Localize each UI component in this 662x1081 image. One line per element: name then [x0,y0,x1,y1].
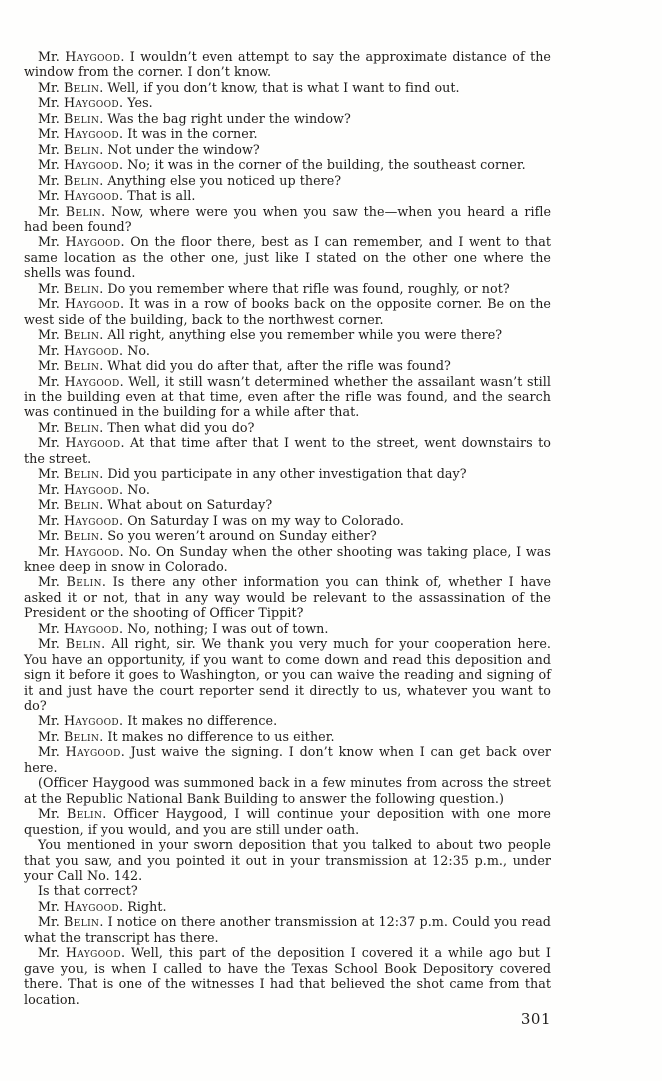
speaker-honorific: Mr. [38,512,64,528]
speaker-honorific: Mr. [38,806,67,822]
speaker-honorific: Mr. [38,234,66,250]
speaker-name: Belin [63,110,100,126]
deposition-transcript [24,49,551,1007]
speaker-honorific: Mr. [38,49,66,64]
speaker-name: Haygood [63,342,120,358]
speaker-honorific: Mr. [38,79,64,95]
speaker-name: Haygood [63,126,120,142]
transcript-paragraph: Mr. Haygood. I wouldn’t even attempt to say the approximate distance of the window from the corner. I don’t know. [24,49,551,80]
speaker-honorific: Mr. [38,466,64,482]
transcript-paragraph: Mr. Haygood. It was in a row of books back on the opposite corner. Be on the west side of the building, back to the northwest corner. [24,296,551,327]
transcript-paragraph: Mr. Haygood. No; it was in the corner of the building, the southeast corner. [38,157,526,173]
speaker-name: Haygood [63,95,120,111]
speaker-honorific: Mr. [38,636,66,652]
speaker-name: Belin [65,203,102,219]
speaker-name: Belin [65,636,102,652]
speaker-name: Haygood [64,296,120,312]
speaker-honorific: Mr. [38,481,64,497]
speaker-honorific: Mr. [38,327,64,343]
transcript-paragraph: Mr. Belin. Do you remember where that rifle was found, roughly, or not? [38,280,510,296]
speaker-name: Haygood [63,157,120,173]
transcript-paragraph: Mr. Haygood. On the floor there, best as I can remember, and I went to that same location as the other one, just like I stated on the other one where the shells was found. [24,234,551,281]
speaker-honorific: Mr. [38,713,64,729]
page-number: 301 [520,1010,551,1028]
speaker-name: Belin [63,79,100,95]
transcript-paragraph: Mr. Haygood. No. On Sunday when the other shooting was taking place, I was knee deep in snow in Colorado. [24,543,551,574]
speaker-honorific: Mr. [38,898,64,914]
speaker-honorific: Mr. [38,497,64,513]
transcript-paragraph: Mr. Belin. All right, anything else you remember while you were there? [38,327,503,343]
transcript-paragraph: You mentioned in your sworn deposition that you talked to about two people that you saw, and you pointed it out in your transmission at 12:35 p.m., under your Call No. 142. [24,837,551,884]
speaker-name: Haygood [64,373,120,389]
transcript-paragraph: Mr. Haygood. Well, this part of the deposition I covered it a while ago but I gave you, is when I called to have the Texas School Book Depository covered there. That is one of the witnesses I had that believed the shot came from that location. [24,945,551,1007]
speaker-name: Belin [63,466,100,482]
speaker-honorific: Mr. [38,141,64,157]
transcript-paragraph: Mr. Belin. Now, where were you when you saw the—when you heard a rifle had been found? [24,203,551,234]
transcript-paragraph: Mr. Belin. Officer Haygood, I will continue your deposition with one more question, if you would, and you are still under oath. [24,806,551,837]
speaker-name: Belin [63,358,100,374]
transcript-paragraph: Mr. Belin. Anything else you noticed up there? [38,172,342,188]
transcript-paragraph: Mr. Belin. I notice on there another transmission at 12:37 p.m. Could you read what the transcript has there. [24,914,551,945]
speaker-name: Haygood [63,620,120,636]
transcript-paragraph: Mr. Belin. It makes no difference to us either. [38,728,335,744]
speaker-name: Belin [63,528,100,544]
speaker-name: Belin [63,419,100,435]
transcript-paragraph: Mr. Belin. Is there any other information you can think of, whether I have asked it or not, that in any way would be relevant to the assassination of the President or the shooting of Officer Tippit? [24,574,551,621]
transcript-paragraph: Mr. Haygood. On Saturday I was on my way to Colorado. [38,512,405,528]
transcript-paragraph: Mr. Belin. Well, if you don’t know, that is what I want to find out. [38,79,460,95]
speaker-honorific: Mr. [38,296,65,312]
speaker-name: Haygood [63,898,120,914]
speaker-honorific: Mr. [38,728,64,744]
speaker-honorific: Mr. [38,280,64,296]
speaker-honorific: Mr. [38,203,66,219]
transcript-paragraph: Mr. Belin. What did you do after that, after the rifle was found? [38,358,451,374]
speaker-name: Haygood [65,49,121,64]
speaker-honorific: Mr. [38,157,64,173]
speaker-honorific: Mr. [38,528,64,544]
speaker-honorific: Mr. [38,373,65,389]
transcript-paragraph: Mr. Belin. So you weren’t around on Sunday either? [38,528,377,544]
transcript-paragraph: Mr. Haygood. Right. [38,898,167,914]
transcript-paragraph: Mr. Haygood. Just waive the signing. I don’t know when I can get back over here. [24,744,551,775]
speaker-name: Haygood [63,713,120,729]
transcript-paragraph: Mr. Belin. Then what did you do? [38,419,255,435]
speaker-name: Belin [64,914,100,930]
transcript-paragraph: Mr. Belin. Was the bag right under the window? [38,110,351,126]
transcript-paragraph: Mr. Haygood. No, nothing; I was out of town. [38,620,329,636]
transcript-paragraph: Mr. Belin. All right, sir. We thank you very much for your cooperation here. You have an opportunity, if you want to come down and read this deposition and sign it before it goes to Washington, or you can waive the reading and signing of it and just have the court reporter send it directly to us, whatever you want to do? [24,636,551,714]
speaker-name: Haygood [63,481,120,497]
speaker-honorific: Mr. [38,188,64,204]
speaker-name: Belin [66,574,102,590]
speaker-name: Haygood [63,512,120,528]
speaker-name: Belin [63,728,100,744]
transcript-paragraph: Is that correct? [38,883,138,899]
transcript-paragraph: Mr. Belin. What about on Saturday? [38,497,273,513]
speaker-honorific: Mr. [38,342,64,358]
speaker-name: Belin [63,141,100,157]
speaker-honorific: Mr. [38,126,64,142]
transcript-paragraph: Mr. Belin. Did you participate in any other investigation that day? [38,466,467,482]
speaker-name: Haygood [63,188,120,204]
speaker-name: Haygood [65,744,121,760]
transcript-paragraph: Mr. Haygood. No. [38,342,150,358]
transcript-paragraph: Mr. Haygood. It was in the corner. [38,126,258,142]
speaker-honorific: Mr. [38,945,66,961]
speaker-honorific: Mr. [38,574,67,590]
speaker-honorific: Mr. [38,914,65,930]
speaker-honorific: Mr. [38,95,64,111]
transcript-paragraph: Mr. Belin. Not under the window? [38,141,260,157]
speaker-honorific: Mr. [38,110,64,126]
transcript-paragraph: Mr. Haygood. Yes. [38,95,153,111]
transcript-paragraph: Mr. Haygood. No. [38,481,150,497]
speaker-honorific: Mr. [38,744,66,760]
speaker-name: Belin [66,806,103,822]
speaker-name: Haygood [65,435,121,451]
speaker-name: Belin [63,280,100,296]
speaker-honorific: Mr. [38,543,65,559]
transcript-paragraph: Mr. Haygood. Well, it still wasn’t determined whether the assailant wasn’t still in the building even at that time, even after the rifle was found, and the search was continued in the building for a while after that. [24,373,551,420]
speaker-honorific: Mr. [38,358,64,374]
speaker-honorific: Mr. [38,435,66,451]
speaker-name: Belin [63,497,100,513]
speaker-honorific: Mr. [38,620,64,636]
transcript-paragraph: (Officer Haygood was summoned back in a few minutes from across the street at the Republic National Bank Building to answer the following question.) [24,775,551,806]
speaker-name: Belin [63,327,100,343]
transcript-paragraph: Mr. Haygood. That is all. [38,188,196,204]
speaker-honorific: Mr. [38,172,64,188]
speaker-name: Haygood [65,234,121,250]
speaker-honorific: Mr. [38,419,64,435]
speaker-name: Haygood [64,543,120,559]
speaker-name: Haygood [65,945,121,961]
transcript-paragraph: Mr. Haygood. It makes no difference. [38,713,278,729]
transcript-paragraph: Mr. Haygood. At that time after that I went to the street, went downstairs to the street. [24,435,551,466]
speaker-name: Belin [63,172,100,188]
